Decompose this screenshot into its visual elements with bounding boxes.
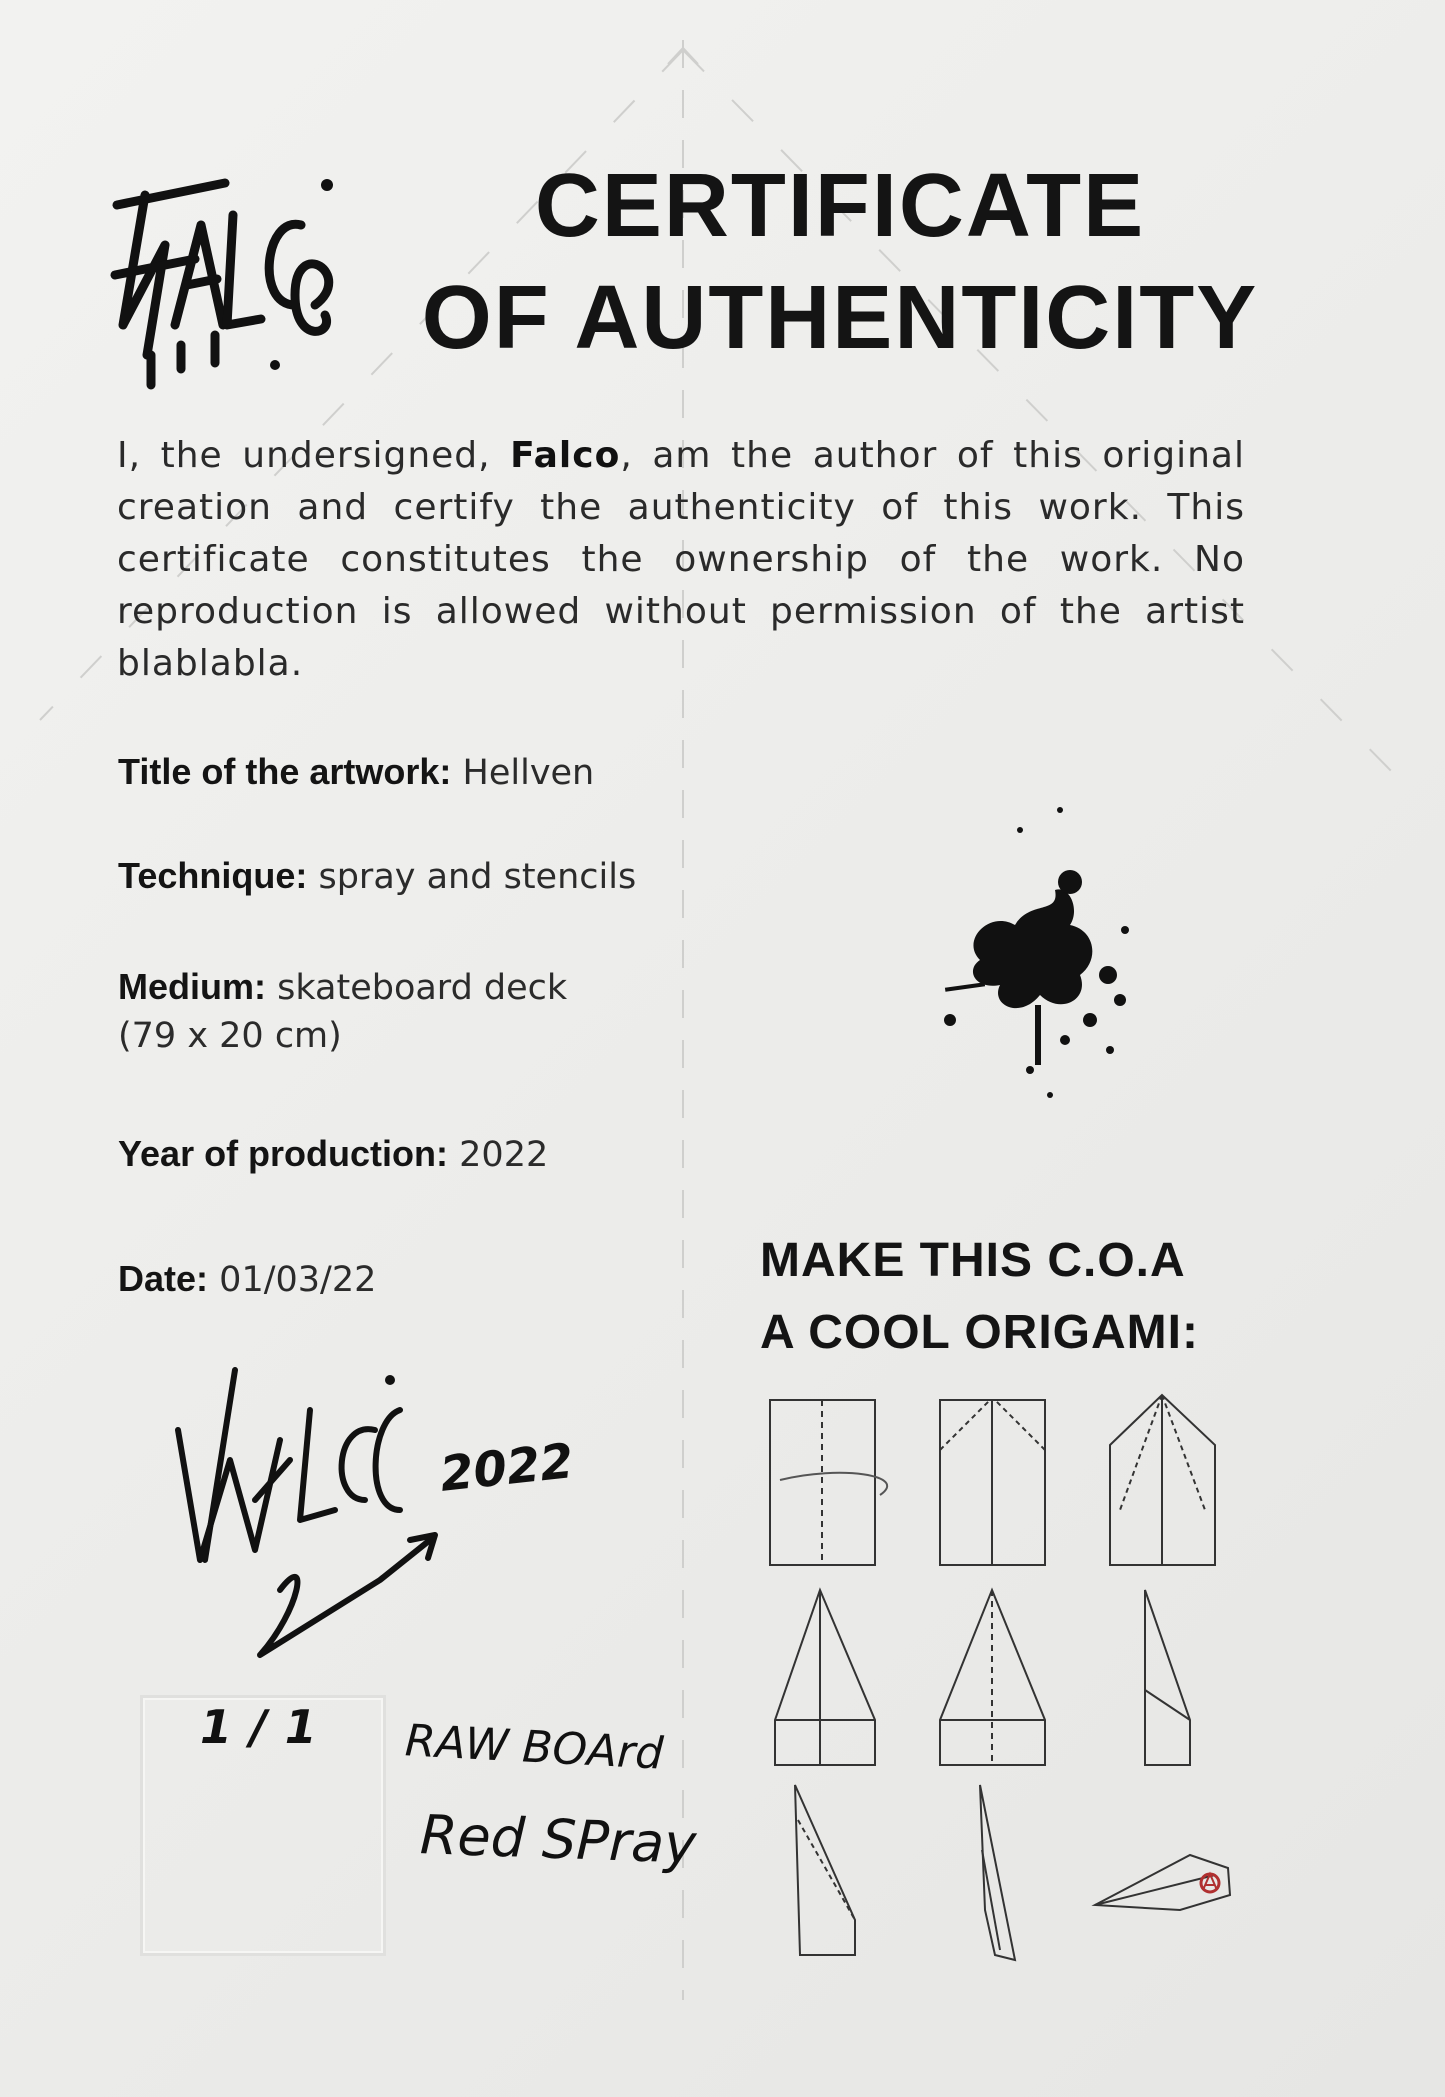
origami-heading	[760, 1225, 1280, 1369]
handwritten-note-2: Red SPray	[418, 1803, 698, 1876]
step-2	[940, 1400, 1045, 1565]
step-6	[1145, 1590, 1190, 1765]
origami-line-1: MAKE THIS C.O.A	[760, 1234, 1186, 1287]
year-label: Year of production:	[118, 1133, 449, 1174]
step-1	[770, 1400, 887, 1565]
origami-steps	[760, 1390, 1280, 1970]
ink-splatter	[920, 790, 1160, 1120]
falco-logo	[105, 155, 335, 395]
step-9	[1095, 1855, 1230, 1910]
title-label: Title of the artwork:	[118, 751, 452, 792]
medium-value: skateboard deck	[277, 968, 568, 1008]
year-value: 2022	[459, 1135, 549, 1175]
technique-value: spray and stencils	[318, 857, 637, 897]
intro-after: , am the author of this original creation and certify the authenticity of this work. This certificate constitutes the ownership of the work. No reproduction is allowed without permission of the artist blablabla.	[117, 435, 1245, 684]
title-value: Hellven	[462, 753, 595, 793]
step-7	[795, 1785, 855, 1955]
date-label: Date:	[118, 1258, 209, 1299]
certificate-title	[400, 150, 1280, 374]
field-medium	[118, 963, 567, 1060]
intro-paragraph	[117, 430, 1245, 690]
step-4	[775, 1590, 875, 1765]
field-year	[118, 1130, 548, 1179]
intro-before: I, the undersigned,	[117, 435, 511, 476]
signature-year: 2022	[437, 1433, 577, 1503]
medium-size: (79 x 20 cm)	[118, 1016, 342, 1056]
origami-line-2: A COOL ORIGAMI:	[760, 1306, 1199, 1359]
title-line-1: CERTIFICATE	[534, 156, 1146, 256]
artist-name: Falco	[510, 435, 621, 476]
technique-label: Technique:	[118, 855, 308, 896]
title-line-2: OF AUTHENTICITY	[421, 268, 1259, 368]
medium-label: Medium:	[118, 966, 266, 1007]
step-3	[1110, 1395, 1215, 1565]
date-value: 01/03/22	[219, 1260, 377, 1300]
field-technique	[118, 852, 636, 901]
field-title	[118, 748, 594, 797]
step-5	[940, 1590, 1045, 1765]
artist-signature	[160, 1350, 580, 1670]
handwritten-note-1: RAW BOArd	[403, 1715, 665, 1780]
step-8	[980, 1785, 1015, 1960]
edition-number: 1/1	[200, 1700, 335, 1754]
field-date	[118, 1255, 376, 1304]
